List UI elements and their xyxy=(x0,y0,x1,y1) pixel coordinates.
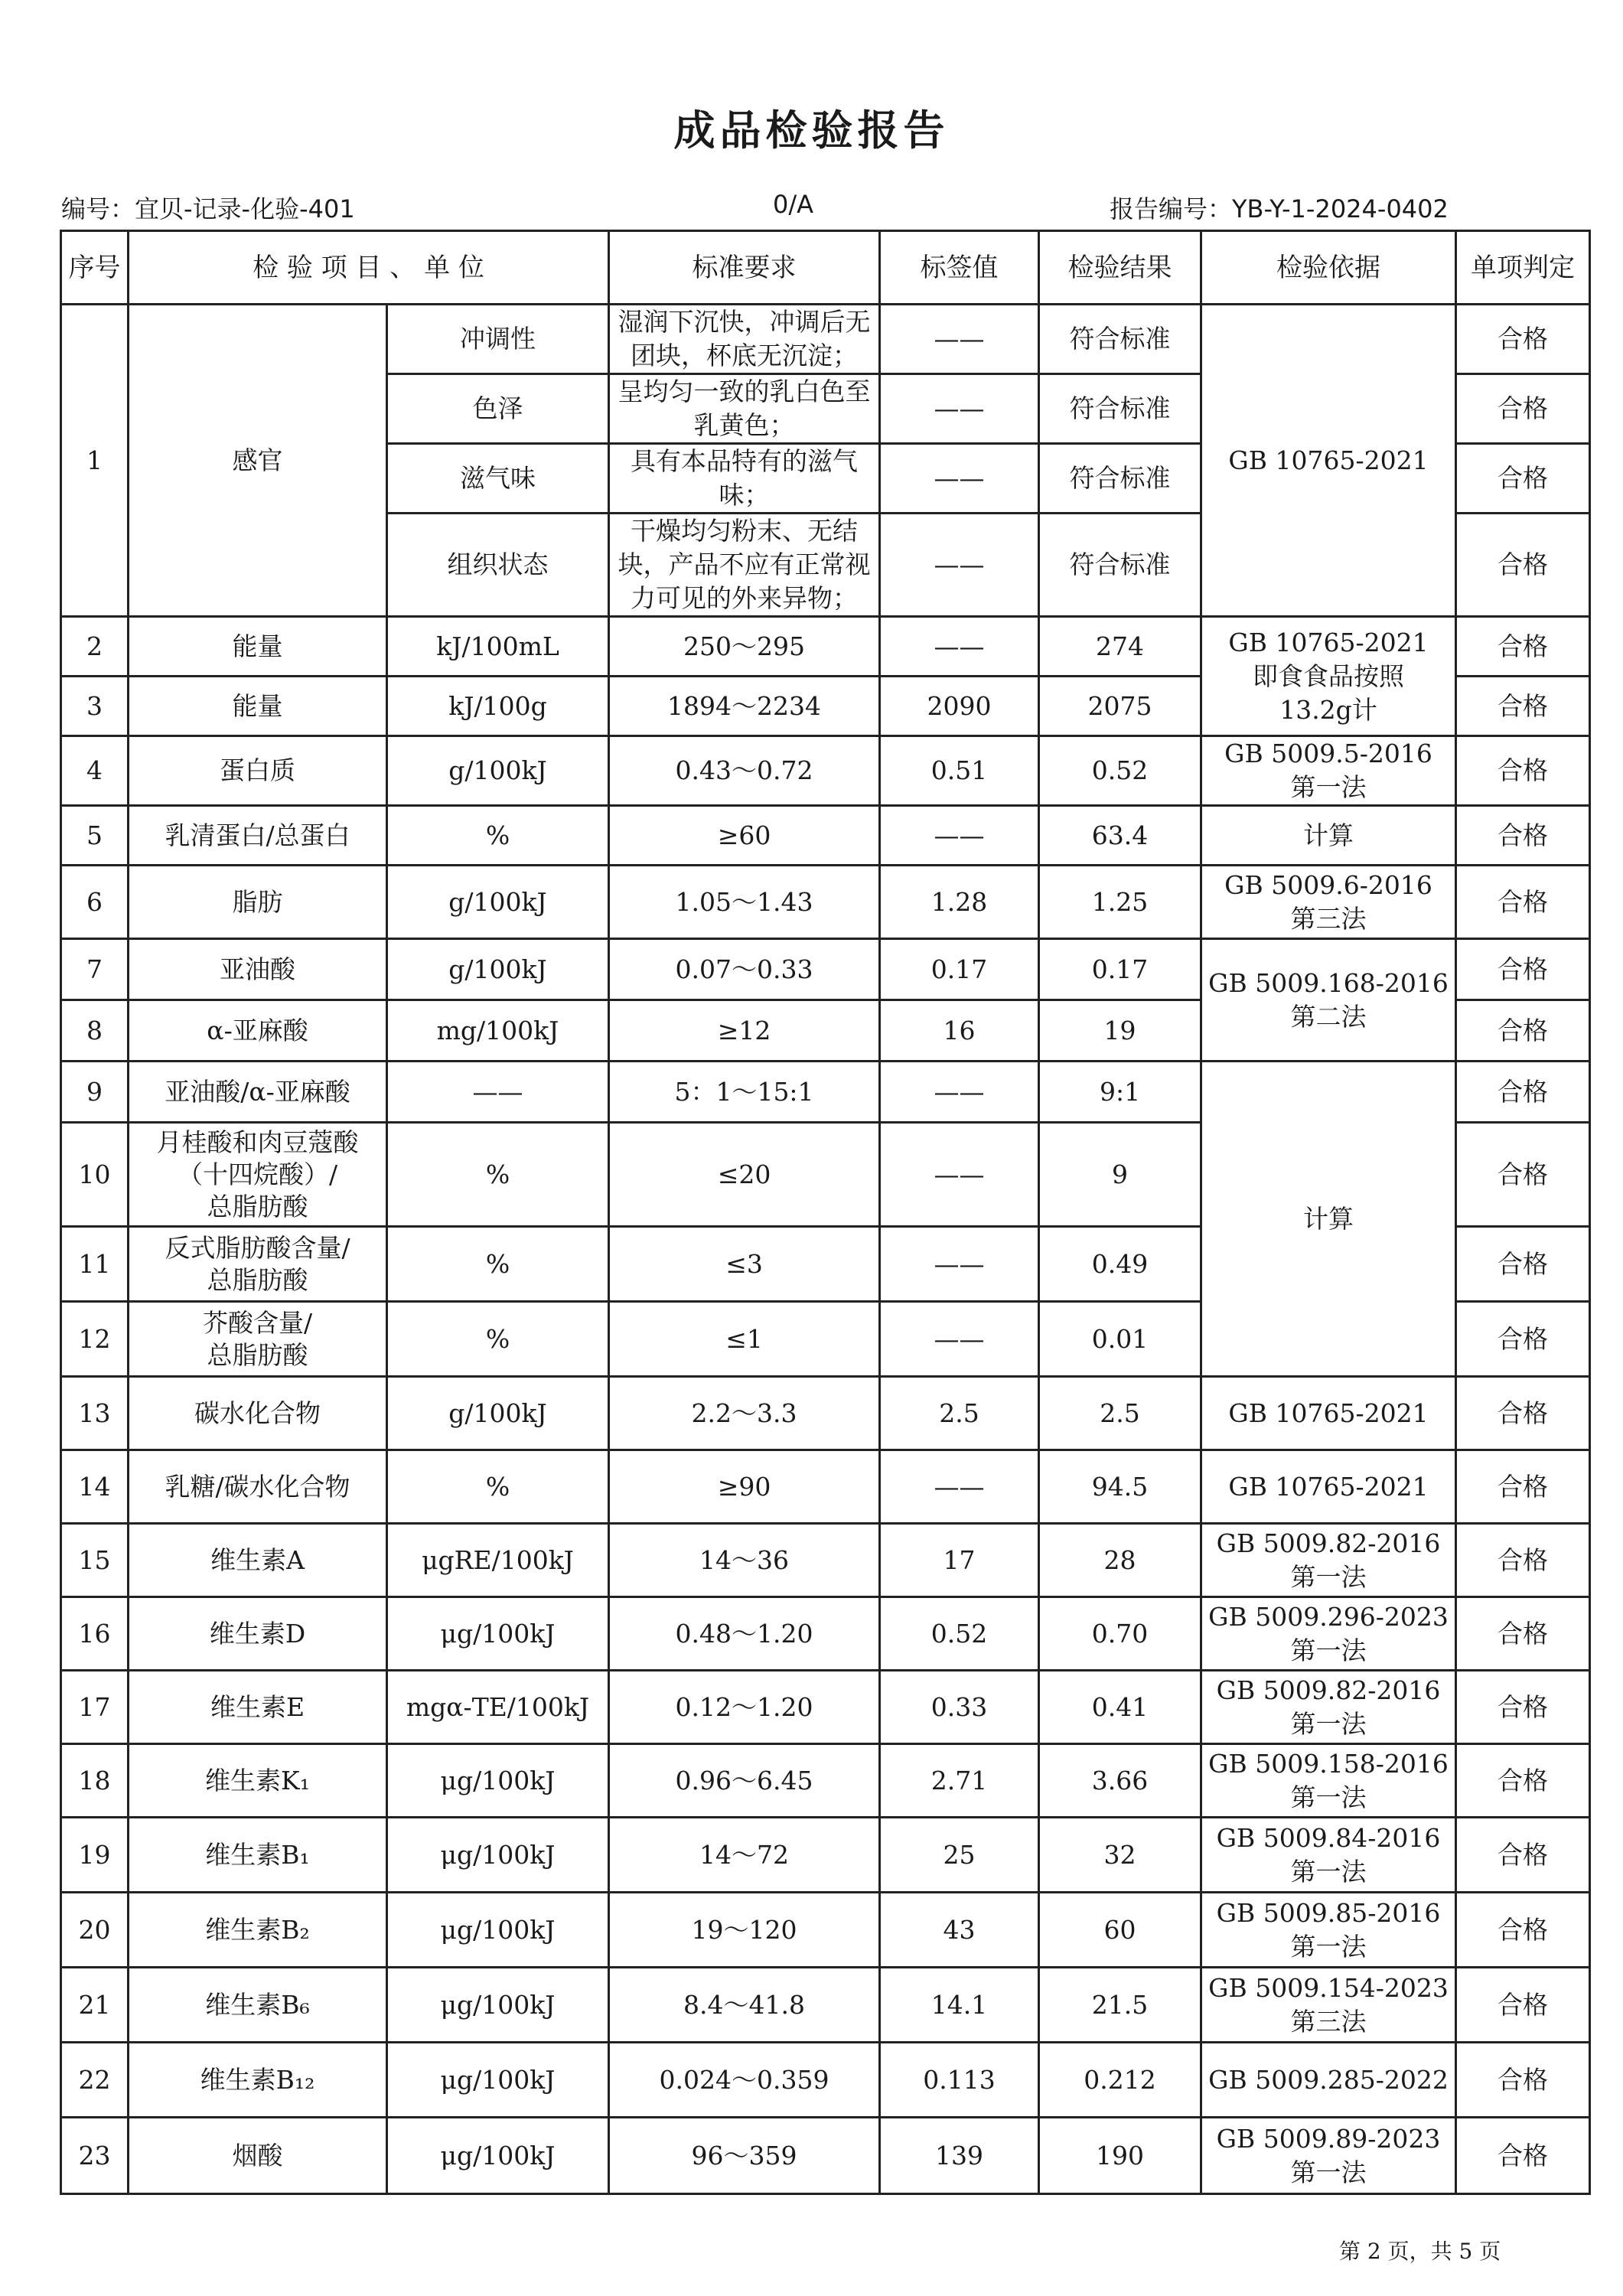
line: 维生素B₁ xyxy=(205,1839,310,1870)
line: GB 10765-2021 xyxy=(1228,1471,1429,1502)
requirement: 0.48～1.20 xyxy=(609,1597,880,1671)
line: 烟酸 xyxy=(232,2140,283,2170)
judgement: 合格 xyxy=(1456,939,1590,1000)
basis: GB 10765-2021 xyxy=(1201,305,1456,617)
requirement: ≤3 xyxy=(609,1227,880,1302)
label-value: 0.113 xyxy=(880,2043,1039,2118)
sub-item: 色泽 xyxy=(387,374,609,444)
judgement: 合格 xyxy=(1456,736,1590,806)
sub-item: 组织状态 xyxy=(387,514,609,617)
label-value: 0.33 xyxy=(880,1671,1039,1744)
table-row xyxy=(61,305,1590,374)
line: 能量 xyxy=(232,631,283,661)
item-name xyxy=(129,736,387,806)
line: 第一法 xyxy=(1290,772,1367,802)
basis xyxy=(1201,866,1456,939)
row-number: 15 xyxy=(61,1524,129,1597)
result: 0.52 xyxy=(1039,736,1201,806)
table-row xyxy=(61,1744,1590,1818)
unit: μgRE/100kJ xyxy=(387,1524,609,1597)
item-name xyxy=(129,1744,387,1818)
result: 符合标准 xyxy=(1039,444,1201,514)
result: 1.25 xyxy=(1039,866,1201,939)
header-requirement: 标准要求 xyxy=(609,231,880,305)
requirement: ≤1 xyxy=(609,1302,880,1377)
row-number: 11 xyxy=(61,1227,129,1302)
label-value: —— xyxy=(880,1450,1039,1524)
line: 第二法 xyxy=(1290,1001,1367,1032)
requirement: 0.96～6.45 xyxy=(609,1744,880,1818)
unit: μg/100kJ xyxy=(387,1597,609,1671)
result: 9:1 xyxy=(1039,1062,1201,1123)
judgement: 合格 xyxy=(1456,1000,1590,1062)
line: 第一法 xyxy=(1290,1635,1367,1665)
label-value: —— xyxy=(880,1062,1039,1123)
basis xyxy=(1201,1377,1456,1450)
requirement: 1894～2234 xyxy=(609,677,880,736)
line: GB 10765-2021 xyxy=(1228,1397,1429,1428)
requirement: 0.43～0.72 xyxy=(609,736,880,806)
record-code: 编号：宜贝-记录-化验-401 xyxy=(61,194,355,223)
line: 乳黄色； xyxy=(693,410,795,440)
line: GB 5009.82-2016 xyxy=(1216,1528,1441,1558)
table-row xyxy=(61,2118,1590,2194)
line: 乳糖/碳水化合物 xyxy=(165,1471,350,1502)
requirement: 2.2～3.3 xyxy=(609,1377,880,1450)
line: 月桂酸和肉豆蔻酸 xyxy=(156,1127,359,1157)
table-row xyxy=(61,617,1590,677)
item-name xyxy=(129,1302,387,1377)
label-value: 25 xyxy=(880,1818,1039,1893)
table-row xyxy=(61,939,1590,1000)
basis xyxy=(1201,617,1456,736)
unit: kJ/100mL xyxy=(387,617,609,677)
row-number: 13 xyxy=(61,1377,129,1450)
result: 0.49 xyxy=(1039,1227,1201,1302)
item-name xyxy=(129,1377,387,1450)
line: GB 5009.285-2022 xyxy=(1208,2064,1449,2095)
item-name xyxy=(129,806,387,866)
requirement: 96～359 xyxy=(609,2118,880,2194)
line: 第一法 xyxy=(1290,1708,1367,1739)
requirement xyxy=(609,374,880,444)
result: 0.70 xyxy=(1039,1597,1201,1671)
line: 第三法 xyxy=(1290,2006,1367,2037)
result: 19 xyxy=(1039,1000,1201,1062)
table-row xyxy=(61,1893,1590,1968)
line: 总脂肪酸 xyxy=(207,1191,308,1221)
item-name xyxy=(129,1968,387,2043)
basis xyxy=(1201,1450,1456,1524)
line: 第一法 xyxy=(1290,1782,1367,1812)
line: 第一法 xyxy=(1290,1561,1367,1592)
row-number: 17 xyxy=(61,1671,129,1744)
table-row xyxy=(61,736,1590,806)
judgement: 合格 xyxy=(1456,1818,1590,1893)
row-number: 16 xyxy=(61,1597,129,1671)
header-item: 检 验 项 目 、 单 位 xyxy=(129,231,609,305)
requirement: 1.05～1.43 xyxy=(609,866,880,939)
sub-item: 滋气味 xyxy=(387,444,609,514)
judgement: 合格 xyxy=(1456,1597,1590,1671)
line: 即食食品按照 xyxy=(1253,660,1405,691)
item-name xyxy=(129,1000,387,1062)
unit: % xyxy=(387,1302,609,1377)
unit: % xyxy=(387,1227,609,1302)
result: 94.5 xyxy=(1039,1450,1201,1524)
label-value: —— xyxy=(880,617,1039,677)
row-number: 9 xyxy=(61,1062,129,1123)
unit: % xyxy=(387,1450,609,1524)
result: 2.5 xyxy=(1039,1377,1201,1450)
line: 块，产品不应有正常视 xyxy=(618,550,871,579)
row-number: 4 xyxy=(61,736,129,806)
line: 脂肪 xyxy=(232,886,283,917)
basis xyxy=(1201,2043,1456,2118)
line: 第一法 xyxy=(1290,1931,1367,1962)
table-row xyxy=(61,1377,1590,1450)
header-basis: 检验依据 xyxy=(1201,231,1456,305)
line: 团块，杯底无沉淀； xyxy=(631,341,859,370)
basis xyxy=(1201,1671,1456,1744)
line: 第一法 xyxy=(1290,2157,1367,2187)
basis xyxy=(1201,1893,1456,1968)
basis: 计算 xyxy=(1201,1062,1456,1377)
requirement: ≥90 xyxy=(609,1450,880,1524)
label-value: —— xyxy=(880,305,1039,374)
line: GB 5009.84-2016 xyxy=(1216,1822,1441,1853)
basis xyxy=(1201,1524,1456,1597)
label-value: —— xyxy=(880,1123,1039,1227)
unit: % xyxy=(387,806,609,866)
result: 190 xyxy=(1039,2118,1201,2194)
row-number: 6 xyxy=(61,866,129,939)
line: GB 5009.296-2023 xyxy=(1208,1601,1449,1632)
judgement: 合格 xyxy=(1456,374,1590,444)
result: 0.01 xyxy=(1039,1302,1201,1377)
table-row xyxy=(61,806,1590,866)
table-row xyxy=(61,2043,1590,2118)
header-result: 检验结果 xyxy=(1039,231,1201,305)
result: 63.4 xyxy=(1039,806,1201,866)
line: （十四烷酸）/ xyxy=(177,1159,338,1189)
result: 符合标准 xyxy=(1039,305,1201,374)
unit: mgα-TE/100kJ xyxy=(387,1671,609,1744)
requirement xyxy=(609,444,880,514)
unit: —— xyxy=(387,1062,609,1123)
row-number: 7 xyxy=(61,939,129,1000)
line: 计算 xyxy=(1303,820,1354,850)
item-name xyxy=(129,617,387,677)
line: 维生素A xyxy=(210,1544,305,1575)
table-row xyxy=(61,1818,1590,1893)
line: 第一法 xyxy=(1290,1856,1367,1887)
line: 维生素D xyxy=(209,1618,306,1649)
judgement: 合格 xyxy=(1456,866,1590,939)
line: α-亚麻酸 xyxy=(207,1015,308,1045)
basis xyxy=(1201,1818,1456,1893)
line: 总脂肪酸 xyxy=(207,1339,308,1370)
table-row xyxy=(61,1968,1590,2043)
unit: kJ/100g xyxy=(387,677,609,736)
item-name xyxy=(129,1123,387,1227)
label-value: 2.5 xyxy=(880,1377,1039,1450)
judgement: 合格 xyxy=(1456,1450,1590,1524)
judgement: 合格 xyxy=(1456,1123,1590,1227)
judgement: 合格 xyxy=(1456,1744,1590,1818)
label-value: 1.28 xyxy=(880,866,1039,939)
report-title: 成品检验报告 xyxy=(673,106,950,155)
item-name xyxy=(129,1062,387,1123)
item-name xyxy=(129,677,387,736)
basis xyxy=(1201,1968,1456,2043)
line: 13.2g计 xyxy=(1279,694,1377,725)
line: GB 5009.168-2016 xyxy=(1208,967,1449,998)
row-number: 2 xyxy=(61,617,129,677)
line: 碳水化合物 xyxy=(194,1397,321,1428)
line: 味； xyxy=(719,480,770,510)
unit: μg/100kJ xyxy=(387,2118,609,2194)
judgement: 合格 xyxy=(1456,1227,1590,1302)
line: GB 10765-2021 xyxy=(1228,627,1429,657)
requirement: 8.4～41.8 xyxy=(609,1968,880,2043)
label-value: 0.52 xyxy=(880,1597,1039,1671)
label-value: 2.71 xyxy=(880,1744,1039,1818)
requirement: 14～72 xyxy=(609,1818,880,1893)
line: 能量 xyxy=(232,690,283,721)
label-value: 14.1 xyxy=(880,1968,1039,2043)
item-name xyxy=(129,1893,387,1968)
item-name xyxy=(129,1671,387,1744)
line: 亚油酸/α-亚麻酸 xyxy=(165,1076,350,1107)
judgement: 合格 xyxy=(1456,1671,1590,1744)
result: 274 xyxy=(1039,617,1201,677)
label-value: 0.51 xyxy=(880,736,1039,806)
line: GB 5009.5-2016 xyxy=(1224,739,1432,768)
basis xyxy=(1201,939,1456,1062)
requirement xyxy=(609,514,880,617)
unit: g/100kJ xyxy=(387,866,609,939)
header-no: 序号 xyxy=(61,231,129,305)
label-value: 16 xyxy=(880,1000,1039,1062)
line: 维生素B₂ xyxy=(205,1914,310,1945)
header-row xyxy=(61,231,1590,305)
row-number: 21 xyxy=(61,1968,129,2043)
line: 呈均匀一致的乳白色至 xyxy=(618,377,871,406)
line: 维生素B₁₂ xyxy=(200,2064,315,2095)
table-row xyxy=(61,1062,1590,1123)
requirement: 14～36 xyxy=(609,1524,880,1597)
unit: mg/100kJ xyxy=(387,1000,609,1062)
result: 28 xyxy=(1039,1524,1201,1597)
line: GB 5009.154-2023 xyxy=(1208,1972,1449,2003)
line: 维生素K₁ xyxy=(205,1765,310,1795)
result: 0.212 xyxy=(1039,2043,1201,2118)
line: 乳清蛋白/总蛋白 xyxy=(165,820,350,850)
result: 0.17 xyxy=(1039,939,1201,1000)
table-row xyxy=(61,1671,1590,1744)
table-row xyxy=(61,866,1590,939)
row-number: 1 xyxy=(61,305,129,617)
line: 维生素E xyxy=(210,1691,305,1722)
judgement: 合格 xyxy=(1456,1302,1590,1377)
line: GB 5009.85-2016 xyxy=(1216,1897,1441,1928)
line: GB 5009.89-2023 xyxy=(1216,2123,1441,2154)
item-name xyxy=(129,1450,387,1524)
version-code: 0/A xyxy=(773,190,814,219)
report-number: 报告编号：YB-Y-1-2024-0402 xyxy=(1110,194,1449,223)
label-value: —— xyxy=(880,444,1039,514)
table-row xyxy=(61,1597,1590,1671)
line: 具有本品特有的滋气 xyxy=(631,446,859,476)
label-value: —— xyxy=(880,1302,1039,1377)
row-number: 19 xyxy=(61,1818,129,1893)
row-number: 14 xyxy=(61,1450,129,1524)
unit: μg/100kJ xyxy=(387,1893,609,1968)
requirement: 0.07～0.33 xyxy=(609,939,880,1000)
unit: μg/100kJ xyxy=(387,1818,609,1893)
line: 湿润下沉快，冲调后无 xyxy=(618,307,871,337)
unit: % xyxy=(387,1123,609,1227)
line: GB 5009.82-2016 xyxy=(1216,1675,1441,1705)
item-name xyxy=(129,2043,387,2118)
judgement: 合格 xyxy=(1456,1062,1590,1123)
result: 符合标准 xyxy=(1039,514,1201,617)
table-row xyxy=(61,1524,1590,1597)
judgement: 合格 xyxy=(1456,2043,1590,2118)
line: 总脂肪酸 xyxy=(207,1264,308,1295)
header-judgement: 单项判定 xyxy=(1456,231,1590,305)
row-number: 5 xyxy=(61,806,129,866)
item-name xyxy=(129,1597,387,1671)
requirement: 250～295 xyxy=(609,617,880,677)
item-name xyxy=(129,2118,387,2194)
result: 60 xyxy=(1039,1893,1201,1968)
line: 第三法 xyxy=(1290,903,1367,934)
requirement xyxy=(609,305,880,374)
page-footer: 第 2 页，共 5 页 xyxy=(1339,2239,1501,2264)
judgement: 合格 xyxy=(1456,1968,1590,2043)
unit: μg/100kJ xyxy=(387,2043,609,2118)
judgement: 合格 xyxy=(1456,444,1590,514)
judgement: 合格 xyxy=(1456,514,1590,617)
label-value: 2090 xyxy=(880,677,1039,736)
line: 反式脂肪酸含量/ xyxy=(165,1232,350,1263)
judgement: 合格 xyxy=(1456,1893,1590,1968)
label-value: 43 xyxy=(880,1893,1039,1968)
line: GB 5009.158-2016 xyxy=(1208,1748,1449,1779)
basis xyxy=(1201,1597,1456,1671)
result: 符合标准 xyxy=(1039,374,1201,444)
requirement: 19～120 xyxy=(609,1893,880,1968)
unit: g/100kJ xyxy=(387,939,609,1000)
judgement: 合格 xyxy=(1456,1377,1590,1450)
line: 维生素B₆ xyxy=(205,1989,310,2020)
label-value: 139 xyxy=(880,2118,1039,2194)
basis xyxy=(1201,806,1456,866)
line: GB 5009.6-2016 xyxy=(1224,869,1432,900)
unit: g/100kJ xyxy=(387,736,609,806)
item-name xyxy=(129,1818,387,1893)
row-number: 18 xyxy=(61,1744,129,1818)
header-label-value: 标签值 xyxy=(880,231,1039,305)
label-value: —— xyxy=(880,806,1039,866)
requirement: ≥12 xyxy=(609,1000,880,1062)
line: 芥酸含量/ xyxy=(202,1307,313,1338)
item-name: 感官 xyxy=(129,305,387,617)
requirement: ≤20 xyxy=(609,1123,880,1227)
line: 力可见的外来异物； xyxy=(631,583,859,613)
judgement: 合格 xyxy=(1456,617,1590,677)
result: 3.66 xyxy=(1039,1744,1201,1818)
line: 蛋白质 xyxy=(220,755,295,785)
judgement: 合格 xyxy=(1456,305,1590,374)
row-number: 3 xyxy=(61,677,129,736)
item-name xyxy=(129,866,387,939)
unit: μg/100kJ xyxy=(387,1744,609,1818)
basis xyxy=(1201,2118,1456,2194)
label-value: —— xyxy=(880,514,1039,617)
row-number: 8 xyxy=(61,1000,129,1062)
line: 干燥均匀粉末、无结 xyxy=(631,516,859,546)
judgement: 合格 xyxy=(1456,677,1590,736)
row-number: 22 xyxy=(61,2043,129,2118)
result: 32 xyxy=(1039,1818,1201,1893)
row-number: 20 xyxy=(61,1893,129,1968)
label-value: 17 xyxy=(880,1524,1039,1597)
requirement: 5：1～15:1 xyxy=(609,1062,880,1123)
label-value: —— xyxy=(880,1227,1039,1302)
item-name xyxy=(129,1227,387,1302)
result: 0.41 xyxy=(1039,1671,1201,1744)
basis xyxy=(1201,736,1456,806)
unit: g/100kJ xyxy=(387,1377,609,1450)
sub-item: 冲调性 xyxy=(387,305,609,374)
item-name xyxy=(129,939,387,1000)
result: 21.5 xyxy=(1039,1968,1201,2043)
result: 2075 xyxy=(1039,677,1201,736)
row-number: 23 xyxy=(61,2118,129,2194)
requirement: 0.024～0.359 xyxy=(609,2043,880,2118)
judgement: 合格 xyxy=(1456,1524,1590,1597)
item-name xyxy=(129,1524,387,1597)
row-number: 12 xyxy=(61,1302,129,1377)
judgement: 合格 xyxy=(1456,2118,1590,2194)
row-number: 10 xyxy=(61,1123,129,1227)
table-row xyxy=(61,1450,1590,1524)
requirement: ≥60 xyxy=(609,806,880,866)
basis xyxy=(1201,1744,1456,1818)
result: 9 xyxy=(1039,1123,1201,1227)
inspection-table xyxy=(60,230,1591,2195)
label-value: —— xyxy=(880,374,1039,444)
requirement: 0.12～1.20 xyxy=(609,1671,880,1744)
line: 亚油酸 xyxy=(220,954,295,984)
unit: μg/100kJ xyxy=(387,1968,609,2043)
label-value: 0.17 xyxy=(880,939,1039,1000)
judgement: 合格 xyxy=(1456,806,1590,866)
